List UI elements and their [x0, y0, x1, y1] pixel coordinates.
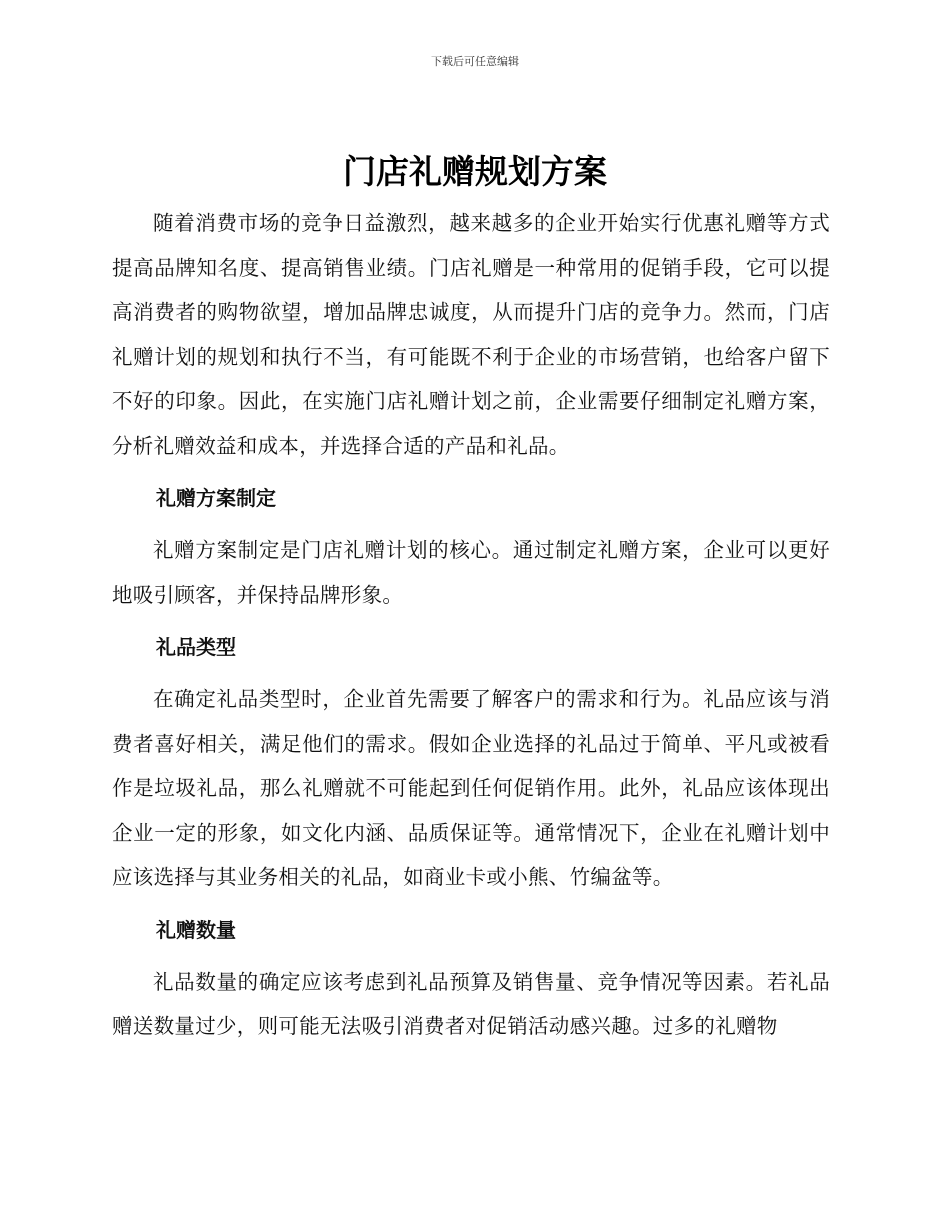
- document-body: [112, 201, 830, 1049]
- section-paragraph-gift-quantity: 礼品数量的确定应该考虑到礼品预算及销售量、竞争情况等因素。若礼品赠送数量过少，则可能无法吸引消费者对促销活动感兴趣。过多的礼赠物: [112, 969, 830, 1038]
- document-title: 门店礼赠规划方案: [343, 152, 607, 191]
- section-heading-gift-quantity: 礼赠数量: [156, 917, 236, 942]
- section-paragraph-gift-type: 在确定礼品类型时，企业首先需要了解客户的需求和行为。礼品应该与消费者喜好相关，满足他们的需求。假如企业选择的礼品过于简单、平凡或被看作是垃圾礼品，那么礼赠就不可能起到任何促销作用。此外，礼品应该体现出企业一定的形象，如文化内涵、品质保证等。通常情况下，企业在礼赠计划中应该选择与其业务相关的礼品，如商业卡或小熊、竹编盆等。: [112, 687, 830, 889]
- header-note: 下载后可任意编辑: [431, 55, 519, 68]
- section-heading-plan: 礼赠方案制定: [156, 486, 276, 510]
- section-paragraph-plan: 礼赠方案制定是门店礼赠计划的核心。通过制定礼赠方案，企业可以更好地吸引顾客，并保持品牌形象。: [112, 538, 830, 607]
- intro-paragraph: 随着消费市场的竞争日益激烈，越来越多的企业开始实行优惠礼赠等方式提高品牌知名度、提高销售业绩。门店礼赠是一种常用的促销手段，它可以提高消费者的购物欲望，增加品牌忠诚度，从而提升门店的竞争力。然而，门店礼赠计划的规划和执行不当，有可能既不利于企业的市场营销，也给客户留下不好的印象。因此，在实施门店礼赠计划之前，企业需要仔细制定礼赠方案，分析礼赠效益和成本，并选择合适的产品和礼品。: [112, 211, 830, 458]
- section-heading-gift-type: 礼品类型: [156, 635, 236, 659]
